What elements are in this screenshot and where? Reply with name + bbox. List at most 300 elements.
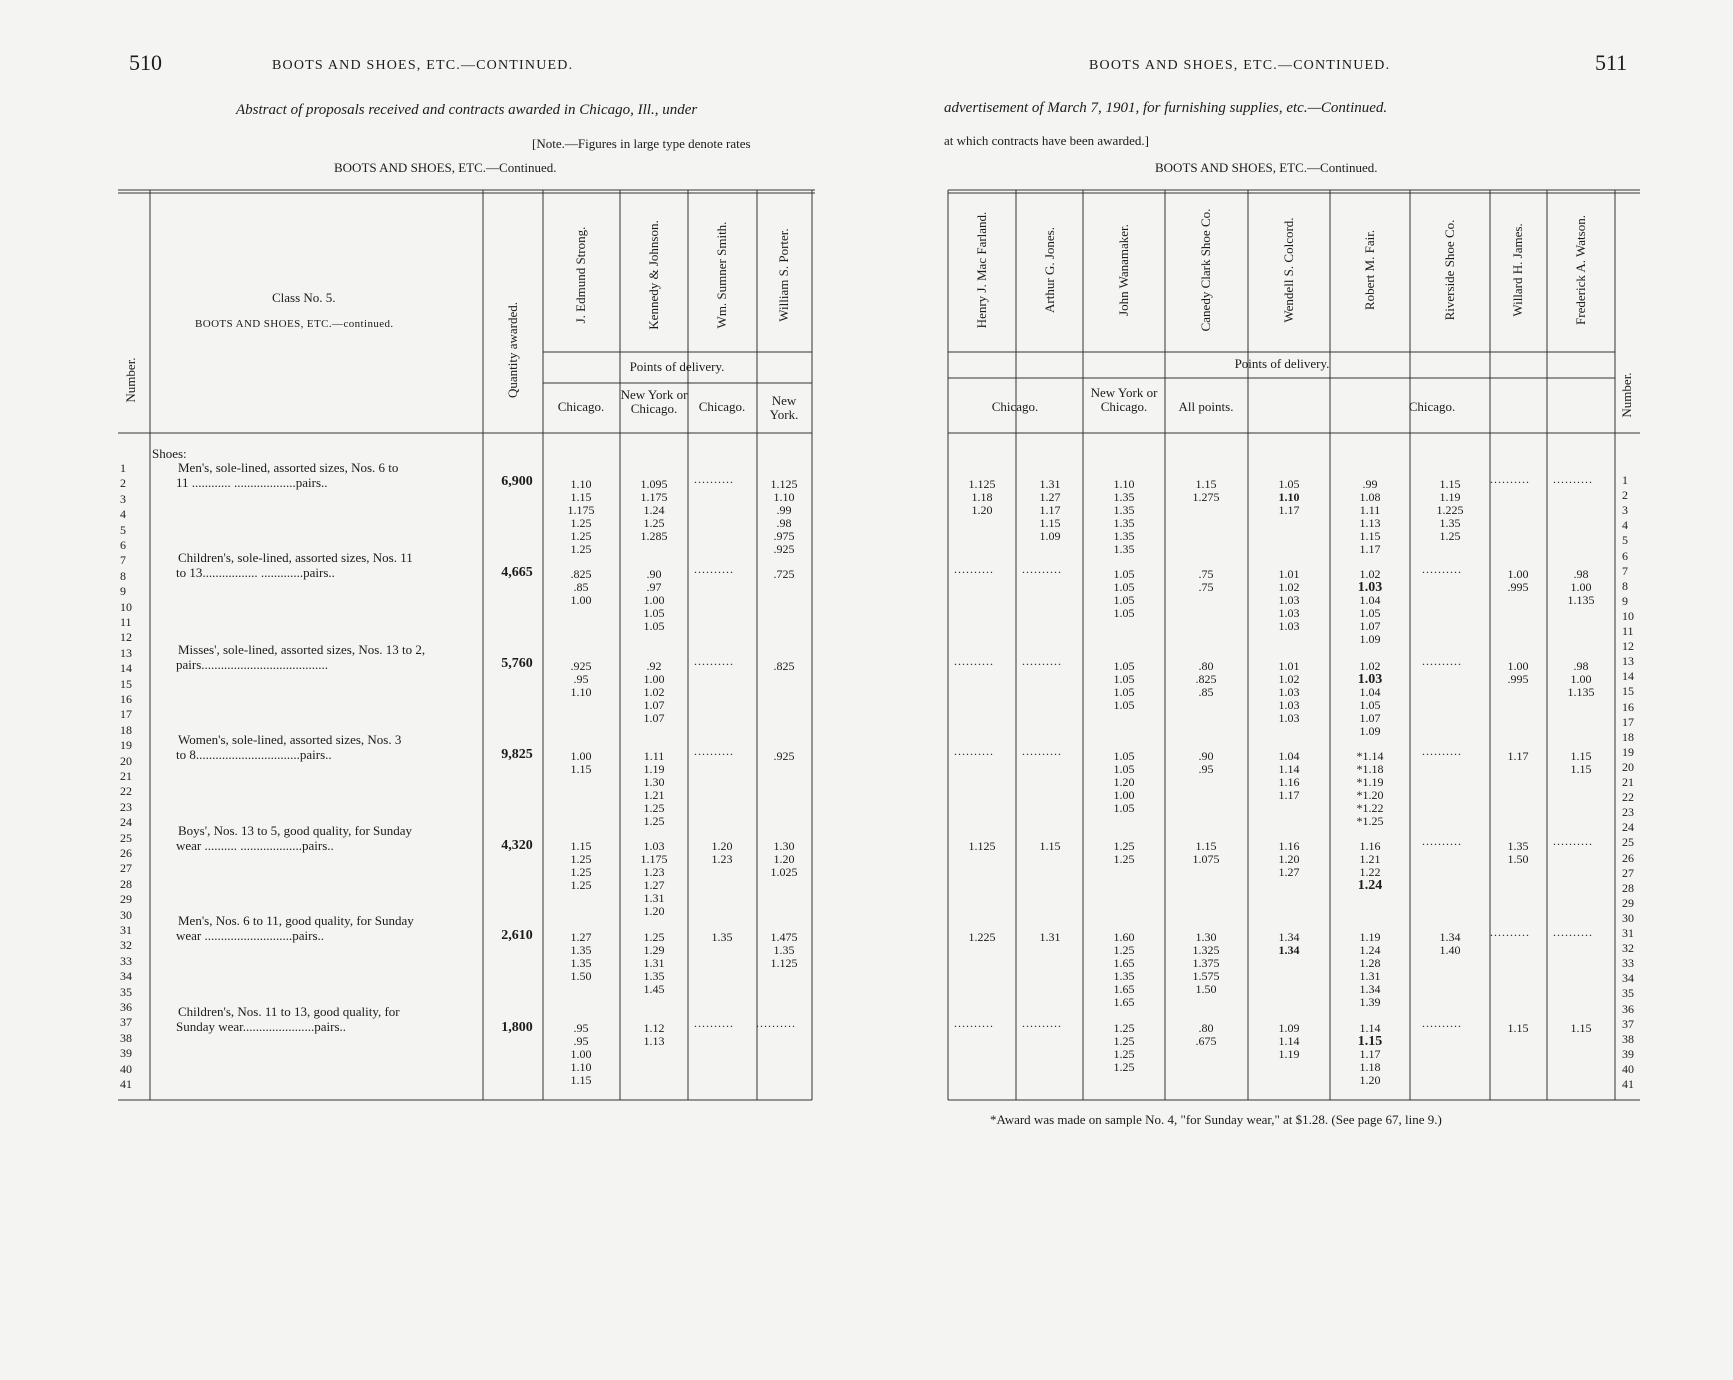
value-cell: 1.25 — [570, 542, 592, 556]
line-number-left: 23 — [120, 799, 132, 814]
bidder-header: Henry J. Mac Farland. — [974, 211, 989, 329]
porter-col — [774, 568, 795, 581]
value-cell: 1.02 — [1278, 580, 1300, 594]
value-cell: 1.16 — [1278, 775, 1300, 789]
value-cell: 1.15 — [1195, 477, 1217, 491]
value-cell: 1.05 — [643, 606, 665, 620]
line-number-right: 11 — [1622, 624, 1634, 638]
wj-col — [1508, 1022, 1529, 1035]
line-number-left: 28 — [120, 876, 132, 891]
porter-col — [771, 478, 798, 556]
strong-col — [571, 568, 592, 607]
line-number-right: 5 — [1622, 533, 1628, 548]
value-cell: 1.25 — [570, 852, 592, 866]
value-cell: 1.02 — [1359, 659, 1381, 673]
smith-col-dots: .......... — [694, 744, 734, 758]
value-cell: .825 — [773, 659, 795, 673]
value-cell: 1.30 — [1195, 930, 1217, 944]
jw-col — [1114, 840, 1135, 866]
item-desc-line1: Children's, Nos. 11 to 13, good quality, for — [178, 1004, 400, 1019]
value-cell: 1.00 — [643, 672, 665, 686]
kennedy-col — [644, 1022, 665, 1048]
value-cell: 1.34 — [1439, 930, 1461, 944]
line-number-left: 18 — [120, 722, 132, 737]
value-cell: 1.125 — [968, 839, 996, 853]
value-cell: 1.03 — [1357, 672, 1383, 687]
value-cell: 1.05 — [643, 619, 665, 633]
value-cell: 1.02 — [1278, 672, 1300, 686]
ws-col — [1279, 931, 1300, 957]
rf-col — [1358, 840, 1383, 892]
value-cell: 1.50 — [1195, 982, 1217, 996]
value-cell: 1.65 — [1113, 982, 1135, 996]
line-number-left: 38 — [120, 1030, 132, 1045]
bidder-header: Robert M. Fair. — [1362, 229, 1377, 311]
value-cell: 1.16 — [1278, 839, 1300, 853]
note-text-cont: at which contracts have been awarded.] — [944, 133, 1150, 148]
qty-header: Quantity awarded. — [505, 301, 520, 399]
ws-col — [1279, 750, 1300, 802]
value-cell: *1.20 — [1356, 788, 1384, 802]
value-cell: 1.09 — [1278, 1021, 1300, 1035]
line-number-right: 3 — [1622, 503, 1628, 518]
value-cell: 1.15 — [1570, 1021, 1592, 1035]
wj-col — [1508, 660, 1529, 686]
h1-col — [969, 931, 996, 944]
line-number-left: 13 — [120, 645, 132, 660]
line-number-right: 21 — [1622, 775, 1634, 789]
line-number-right: 35 — [1622, 986, 1634, 1001]
value-cell: 1.05 — [1113, 685, 1135, 699]
value-cell: 1.125 — [968, 477, 996, 491]
line-number-left: 24 — [120, 815, 132, 830]
line-number-right: 18 — [1622, 729, 1634, 744]
rf-col — [1358, 1022, 1383, 1087]
line-number-right: 19 — [1622, 744, 1634, 759]
running-head-left: BOOTS AND SHOES, ETC.—CONTINUED. — [272, 58, 574, 73]
line-number-left: 7 — [120, 553, 126, 568]
porter-col — [771, 840, 798, 879]
jw-col — [1114, 931, 1135, 1009]
rs-col-dots: .......... — [1422, 654, 1462, 668]
points-of-delivery-left: Points of delivery. — [629, 359, 725, 374]
value-cell: .95 — [573, 1034, 589, 1048]
value-cell: 1.04 — [1359, 593, 1381, 607]
bidder-header: Canedy Clark Shoe Co. — [1198, 208, 1213, 332]
line-number-right: 20 — [1622, 759, 1634, 774]
ws-col — [1279, 1022, 1300, 1061]
line-number-right: 30 — [1622, 910, 1634, 925]
item-description — [152, 823, 477, 853]
strong-col — [571, 840, 592, 892]
value-cell: 1.31 — [1359, 969, 1381, 983]
value-cell: 1.15 — [570, 839, 592, 853]
wj-col — [1508, 568, 1529, 594]
value-cell: 1.17 — [1359, 1047, 1381, 1061]
qty-awarded: 4,320 — [501, 838, 533, 853]
value-cell: 1.11 — [1359, 503, 1381, 517]
value-cell: 1.095 — [640, 477, 668, 491]
value-cell: 1.28 — [1359, 956, 1381, 970]
line-number-right: 25 — [1622, 835, 1634, 850]
value-cell: 1.03 — [1278, 619, 1300, 633]
line-number-right: 38 — [1622, 1031, 1634, 1046]
rs-col-dots: .......... — [1422, 562, 1462, 576]
cc-col — [1199, 568, 1214, 594]
line-number-right: 32 — [1622, 941, 1634, 956]
h2-col — [1040, 478, 1061, 543]
line-number-right: 34 — [1622, 971, 1634, 986]
running-head-right: BOOTS AND SHOES, ETC.—CONTINUED. — [1089, 58, 1391, 73]
value-cell: 1.05 — [1359, 698, 1381, 712]
cc-col — [1193, 840, 1220, 866]
value-cell: .99 — [776, 503, 792, 517]
value-cell: 1.10 — [570, 477, 592, 491]
rf-col — [1357, 750, 1384, 828]
number-header-left: Number. — [123, 357, 138, 403]
value-cell: 1.285 — [640, 529, 668, 543]
line-number-right: 9 — [1622, 593, 1628, 608]
value-cell: 1.30 — [773, 839, 795, 853]
value-cell: 1.05 — [1113, 749, 1135, 763]
rs-col-dots: .......... — [1422, 1016, 1462, 1030]
value-cell: 1.15 — [1570, 762, 1592, 776]
value-cell: 1.27 — [570, 930, 592, 944]
rf-col — [1360, 478, 1381, 556]
line-number-left: 31 — [120, 923, 132, 937]
value-cell: 1.19 — [1278, 1047, 1300, 1061]
rf-col — [1358, 660, 1383, 738]
line-number-left: 27 — [120, 861, 132, 876]
ws-col — [1279, 478, 1300, 517]
value-cell: .95 — [573, 672, 589, 686]
line-number-left: 19 — [120, 738, 132, 753]
line-number-right: 36 — [1622, 1001, 1634, 1016]
value-cell: 1.05 — [1113, 801, 1135, 815]
value-cell: 1.20 — [773, 852, 795, 866]
value-cell: 1.10 — [570, 1060, 592, 1074]
value-cell: 1.60 — [1113, 930, 1135, 944]
value-cell: 1.35 — [1439, 516, 1461, 530]
line-number-left: 26 — [120, 846, 132, 860]
value-cell: 1.31 — [1039, 930, 1061, 944]
line-number-left: 4 — [120, 507, 126, 522]
value-cell: 1.07 — [643, 711, 665, 725]
value-cell: 1.25 — [1113, 1047, 1135, 1061]
value-cell: 1.04 — [1278, 749, 1300, 763]
value-cell: 1.175 — [640, 852, 668, 866]
item-desc-line1: Misses', sole-lined, assorted sizes, Nos. 13 to 2, — [178, 642, 426, 657]
fw-col — [1571, 750, 1592, 776]
value-cell: .75 — [1198, 567, 1214, 581]
line-number-left: 12 — [120, 630, 132, 645]
value-cell: 1.23 — [711, 852, 733, 866]
value-cell: 1.09 — [1359, 724, 1381, 738]
delivery-cell: Chicago. — [991, 399, 1039, 414]
item-desc-line2: pairs....................................... — [176, 657, 329, 672]
kennedy-col — [644, 568, 665, 633]
item-desc-line1: Men's, sole-lined, assorted sizes, Nos. 6 to — [178, 460, 399, 475]
value-cell: 1.20 — [1359, 1073, 1381, 1087]
line-number-right: 24 — [1622, 820, 1634, 835]
wj-col — [1508, 840, 1529, 866]
qty-awarded: 1,800 — [501, 1020, 533, 1035]
line-number-right: 40 — [1622, 1061, 1634, 1076]
line-number-right: 37 — [1622, 1016, 1634, 1031]
h1-col-dots: .......... — [954, 1016, 994, 1030]
bidder-header: Riverside Shoe Co. — [1442, 219, 1457, 321]
value-cell: 1.31 — [643, 956, 665, 970]
smith-col-dots: .......... — [694, 1016, 734, 1030]
value-cell: 1.475 — [770, 930, 798, 944]
line-number-left: 17 — [120, 707, 132, 722]
value-cell: .95 — [1198, 762, 1214, 776]
value-cell: 1.30 — [643, 775, 665, 789]
value-cell: 1.03 — [643, 839, 665, 853]
line-number-left: 6 — [120, 538, 126, 552]
value-cell: 1.05 — [1113, 672, 1135, 686]
footnote: *Award was made on sample No. 4, "for Sunday wear," at $1.28. (See page 67, line 9.) — [990, 1112, 1442, 1127]
line-number-right: 8 — [1622, 578, 1628, 593]
value-cell: 1.12 — [643, 1021, 665, 1035]
smith-col-dots: .......... — [694, 562, 734, 576]
value-cell: 1.25 — [570, 878, 592, 892]
value-cell: 1.00 — [570, 1047, 592, 1061]
value-cell: 1.00 — [1507, 567, 1529, 581]
qty-awarded: 2,610 — [501, 928, 533, 943]
cc-col — [1196, 1022, 1217, 1048]
smith-col-dots: .......... — [694, 654, 734, 668]
line-number-right: 6 — [1622, 548, 1628, 563]
smith-col — [712, 931, 733, 944]
strong-col — [571, 931, 592, 983]
value-cell: .995 — [1507, 580, 1529, 594]
value-cell: .80 — [1198, 1021, 1214, 1035]
value-cell: 1.15 — [570, 1073, 592, 1087]
value-cell: 1.05 — [1113, 762, 1135, 776]
value-cell: .97 — [646, 580, 662, 594]
jw-col — [1114, 1022, 1135, 1074]
value-cell: 1.20 — [643, 904, 665, 918]
value-cell: 1.65 — [1113, 995, 1135, 1009]
item-desc-line2: wear ...........................pairs.. — [176, 928, 325, 943]
value-cell: 1.23 — [643, 865, 665, 879]
porter-col-dots: .......... — [756, 1016, 796, 1030]
value-cell: 1.25 — [570, 516, 592, 530]
value-cell: 1.05 — [1359, 606, 1381, 620]
value-cell: 1.17 — [1278, 788, 1300, 802]
value-cell: 1.02 — [643, 685, 665, 699]
delivery-cell: New York or Chicago. — [1090, 385, 1158, 414]
value-cell: 1.19 — [1359, 930, 1381, 944]
value-cell: 1.25 — [643, 930, 665, 944]
value-cell: 1.27 — [643, 878, 665, 892]
line-number-left: 15 — [120, 676, 132, 691]
bidder-header: Arthur G. Jones. — [1042, 227, 1057, 313]
value-cell: 1.13 — [643, 1034, 665, 1048]
cc-col — [1199, 750, 1214, 776]
value-cell: 1.11 — [643, 749, 665, 763]
bidder-header: William S. Porter. — [776, 228, 791, 322]
value-cell: 1.01 — [1278, 659, 1300, 673]
porter-col — [774, 750, 795, 763]
class-label: Class No. 5. — [272, 290, 336, 305]
value-cell: 1.575 — [1192, 969, 1220, 983]
value-cell: 1.39 — [1359, 995, 1381, 1009]
value-cell: 1.15 — [1359, 529, 1381, 543]
item-desc-line2: Sunday wear......................pairs.. — [176, 1019, 347, 1034]
value-cell: .995 — [1507, 672, 1529, 686]
line-number-right: 4 — [1622, 518, 1628, 533]
rs-col — [1437, 478, 1464, 543]
line-number-left: 35 — [120, 984, 132, 999]
value-cell: 1.18 — [971, 490, 993, 504]
value-cell: 1.35 — [1113, 529, 1135, 543]
value-cell: 1.07 — [643, 698, 665, 712]
line-number-right: 15 — [1622, 684, 1634, 699]
value-cell: .98 — [1573, 567, 1589, 581]
value-cell: 1.35 — [1507, 839, 1529, 853]
value-cell: 1.17 — [1507, 749, 1529, 763]
line-number-left: 36 — [120, 1000, 132, 1014]
kennedy-col — [644, 931, 665, 996]
strong-col — [571, 750, 592, 776]
value-cell: 1.35 — [1113, 516, 1135, 530]
strong-col — [571, 660, 592, 699]
qty-awarded: 6,900 — [501, 474, 533, 489]
value-cell: 1.24 — [1359, 943, 1381, 957]
jw-col — [1114, 750, 1135, 815]
value-cell: 1.15 — [570, 490, 592, 504]
item-desc-line2: to 8................................pairs.. — [176, 747, 332, 762]
value-cell: 1.35 — [1113, 969, 1135, 983]
value-cell: 1.35 — [570, 943, 592, 957]
page-number-left: 510 — [129, 50, 162, 75]
value-cell: 1.27 — [1278, 865, 1300, 879]
line-number-left: 37 — [120, 1015, 132, 1030]
jw-col — [1114, 660, 1135, 712]
value-cell: 1.09 — [1039, 529, 1061, 543]
value-cell: 1.02 — [1359, 567, 1381, 581]
kennedy-col — [644, 750, 665, 828]
shoes-label: Shoes: — [152, 446, 187, 461]
item-description — [152, 1004, 477, 1034]
value-cell: 1.15 — [1195, 839, 1217, 853]
points-of-delivery-right: Points of delivery. — [1234, 356, 1330, 371]
line-number-right: 1 — [1622, 473, 1628, 487]
fw-col — [1568, 660, 1595, 699]
value-cell: 1.00 — [643, 593, 665, 607]
value-cell: 1.10 — [1278, 490, 1300, 504]
value-cell: 1.35 — [1113, 490, 1135, 504]
line-number-left: 25 — [120, 830, 132, 845]
value-cell: 1.225 — [1436, 503, 1464, 517]
item-desc-line1: Men's, Nos. 6 to 11, good quality, for Sunday — [178, 913, 414, 928]
line-number-left: 9 — [120, 584, 126, 599]
wj-col-dots: .......... — [1490, 925, 1530, 939]
value-cell: 1.00 — [1507, 659, 1529, 673]
value-cell: 1.35 — [1113, 503, 1135, 517]
value-cell: .725 — [773, 567, 795, 581]
ws-col — [1279, 568, 1300, 633]
line-number-left: 11 — [120, 615, 132, 629]
value-cell: 1.15 — [1039, 839, 1061, 853]
value-cell: 1.15 — [1570, 749, 1592, 763]
value-cell: *1.25 — [1356, 814, 1384, 828]
value-cell: 1.10 — [1113, 477, 1135, 491]
value-cell: 1.05 — [1113, 580, 1135, 594]
value-cell: 1.05 — [1278, 477, 1300, 491]
value-cell: 1.25 — [570, 865, 592, 879]
line-number-right: 13 — [1622, 654, 1634, 669]
item-description — [152, 732, 477, 762]
line-number-left: 3 — [120, 491, 126, 506]
value-cell: 1.225 — [968, 930, 996, 944]
kennedy-col — [641, 840, 668, 918]
value-cell: 1.20 — [1113, 775, 1135, 789]
value-cell: .85 — [1198, 685, 1214, 699]
item-description — [152, 913, 477, 943]
line-number-left: 16 — [120, 692, 132, 706]
value-cell: 1.50 — [1507, 852, 1529, 866]
value-cell: 1.03 — [1278, 685, 1300, 699]
value-cell: .75 — [1198, 580, 1214, 594]
line-number-left: 8 — [120, 568, 126, 583]
value-cell: 1.325 — [1192, 943, 1220, 957]
line-number-right: 7 — [1622, 563, 1628, 578]
fw-col-dots: .......... — [1553, 925, 1593, 939]
bidder-header: Frederick A. Watson. — [1573, 215, 1588, 325]
value-cell: 1.00 — [570, 749, 592, 763]
value-cell: 1.125 — [770, 956, 798, 970]
rf-col — [1358, 568, 1383, 646]
cc-col — [1196, 660, 1217, 699]
value-cell: .80 — [1198, 659, 1214, 673]
value-cell: 1.19 — [643, 762, 665, 776]
line-number-right: 16 — [1622, 699, 1634, 714]
value-cell: 1.31 — [643, 891, 665, 905]
value-cell: 1.14 — [1359, 1021, 1381, 1035]
line-number-left: 30 — [120, 907, 132, 922]
smith-col-dots: .......... — [694, 472, 734, 486]
h1-col-dots: .......... — [954, 654, 994, 668]
value-cell: *1.18 — [1356, 762, 1384, 776]
porter-col — [771, 931, 798, 970]
item-description — [152, 642, 477, 672]
value-cell: .92 — [646, 659, 662, 673]
value-cell: 1.175 — [640, 490, 668, 504]
value-cell: .925 — [773, 749, 795, 763]
line-number-right: 33 — [1622, 956, 1634, 971]
ws-col — [1279, 840, 1300, 879]
delivery-cell: Chicago. — [1408, 399, 1456, 414]
value-cell: 1.01 — [1278, 567, 1300, 581]
value-cell: 1.05 — [1113, 659, 1135, 673]
line-number-left: 33 — [120, 953, 132, 968]
value-cell: 1.07 — [1359, 711, 1381, 725]
value-cell: 1.00 — [570, 593, 592, 607]
value-cell: 1.00 — [1570, 672, 1592, 686]
value-cell: 1.075 — [1192, 852, 1220, 866]
section-title-right: BOOTS AND SHOES, ETC.—Continued. — [1155, 160, 1378, 175]
line-number-right: 41 — [1622, 1077, 1634, 1091]
value-cell: 1.50 — [570, 969, 592, 983]
value-cell: 1.17 — [1278, 503, 1300, 517]
rs-col-dots: .......... — [1422, 834, 1462, 848]
value-cell: .85 — [573, 580, 589, 594]
cc-col — [1193, 931, 1220, 996]
delivery-cell: New York or Chicago. — [620, 387, 688, 416]
